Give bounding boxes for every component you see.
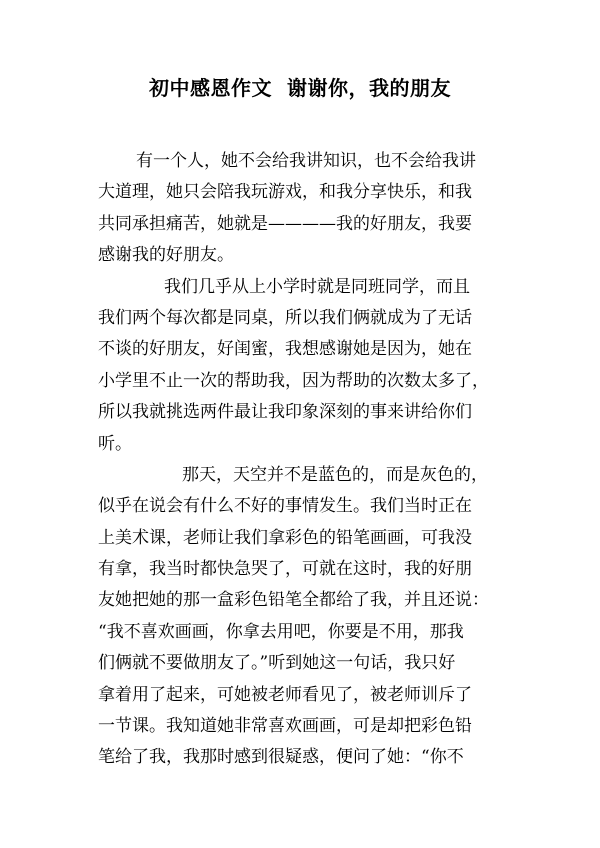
text-line: 听。 [98, 433, 132, 454]
text-line: 小学里不止一次的帮助我，因为帮助的次数太多了， [98, 370, 489, 391]
text-line: 友她把她的那一盒彩色铅笔全都给了我，并且还说： [98, 590, 489, 611]
paragraph-1 [98, 146, 518, 272]
text-line: 共同承担痛苦，她就是————我的好朋友，我要 [98, 213, 472, 234]
text-line: 似乎在说会有什么不好的事情发生。我们当时正在 [98, 496, 472, 517]
text-line: 有一个人，她不会给我讲知识，也不会给我讲 [136, 151, 476, 171]
text-line: 所以我就挑选两件最让我印象深刻的事来讲给你们 [98, 402, 472, 423]
text-line: 不谈的好朋友，好闺蜜，我想感谢她是因为，她在 [98, 339, 472, 360]
text-line: 们俩就不要做朋友了。”听到她这一句话，我只好 [98, 653, 456, 674]
document-title: 初中感恩作文 谢谢你，我的朋友 [149, 76, 451, 100]
paragraph-3 [98, 460, 518, 774]
text-line: 拿着用了起来，可她被老师看见了，被老师训斥了 [98, 684, 472, 705]
text-line: 笔给了我，我那时感到很疑惑，便问了她：“你不 [98, 747, 464, 768]
text-line: 我们几乎从上小学时就是同班同学，而且 [164, 276, 470, 297]
text-line: 一节课。我知道她非常喜欢画画，可是却把彩色铅 [98, 716, 472, 737]
text-line: 感谢我的好朋友。 [98, 245, 234, 266]
text-line: 那天，天空并不是蓝色的，而是灰色的， [182, 464, 488, 485]
text-line: 大道理，她只会陪我玩游戏，和我分享快乐，和我 [98, 182, 472, 203]
text-line: 我们两个每次都是同桌，所以我们俩就成为了无话 [98, 307, 472, 328]
text-line: 有拿，我当时都快急哭了，可就在这时，我的好朋 [98, 559, 472, 580]
document-body [98, 146, 518, 774]
paragraph-2 [98, 272, 518, 460]
text-line: “我不喜欢画画，你拿去用吧，你要是不用，那我 [98, 621, 464, 642]
text-line: 上美术课，老师让我们拿彩色的铅笔画画，可我没 [98, 527, 472, 548]
